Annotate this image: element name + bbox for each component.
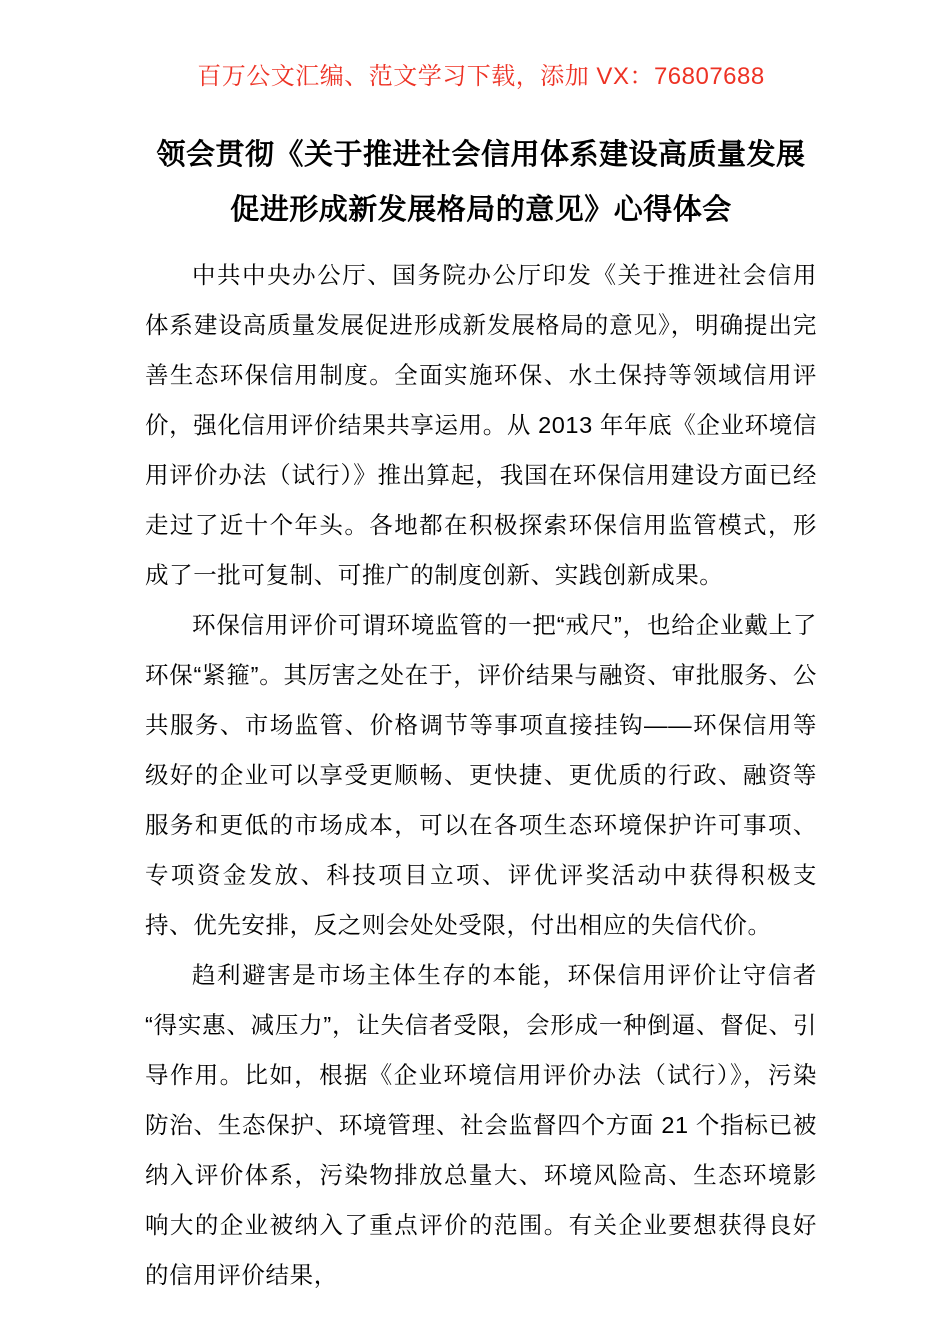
promo-notice: 百万公文汇编、范文学习下载，添加 VX：76807688: [197, 63, 765, 90]
page-title: 领会贯彻《关于推进社会信用体系建设高质量发展促进形成新发展格局的意见》心得体会: [156, 139, 806, 226]
document-body: [145, 250, 817, 1300]
body-paragraph: 中共中央办公厅、国务院办公厅印发《关于推进社会信用体系建设高质量发展促进形成新发展格局的意见》，明确提出完善生态环保信用制度。全面实施环保、水土保持等领域信用评价，强化信用评价结果共享运用。从 2013 年年底《企业环境信用评价办法（试行）》推出算起，我国在环保信用建设方面已经走过了近十个年头。各地都在积极探索环保信用监管模式，形成了一批可复制、可推广的制度创新、实践创新成果。: [145, 262, 817, 588]
body-paragraph: 趋利避害是市场主体生存的本能，环保信用评价让守信者“得实惠、减压力”，让失信者受限，会形成一种倒逼、督促、引导作用。比如，根据《企业环境信用评价办法（试行）》，污染防治、生态保护、环境管理、社会监督四个方面 21 个指标已被纳入评价体系，污染物排放总量大、环境风险高、生态环境影响大的企业被纳入了重点评价的范围。有关企业要想获得良好的信用评价结果，: [145, 962, 817, 1288]
body-paragraph: 环保信用评价可谓环境监管的一把“戒尺”，也给企业戴上了环保“紧箍”。其厉害之处在于，评价结果与融资、审批服务、公共服务、市场监管、价格调节等事项直接挂钩——环保信用等级好的企业可以享受更顺畅、更快捷、更优质的行政、融资等服务和更低的市场成本，可以在各项生态环境保护许可事项、专项资金发放、科技项目立项、评优评奖活动中获得积极支持、优先安排，反之则会处处受限，付出相应的失信代价。: [145, 612, 817, 938]
